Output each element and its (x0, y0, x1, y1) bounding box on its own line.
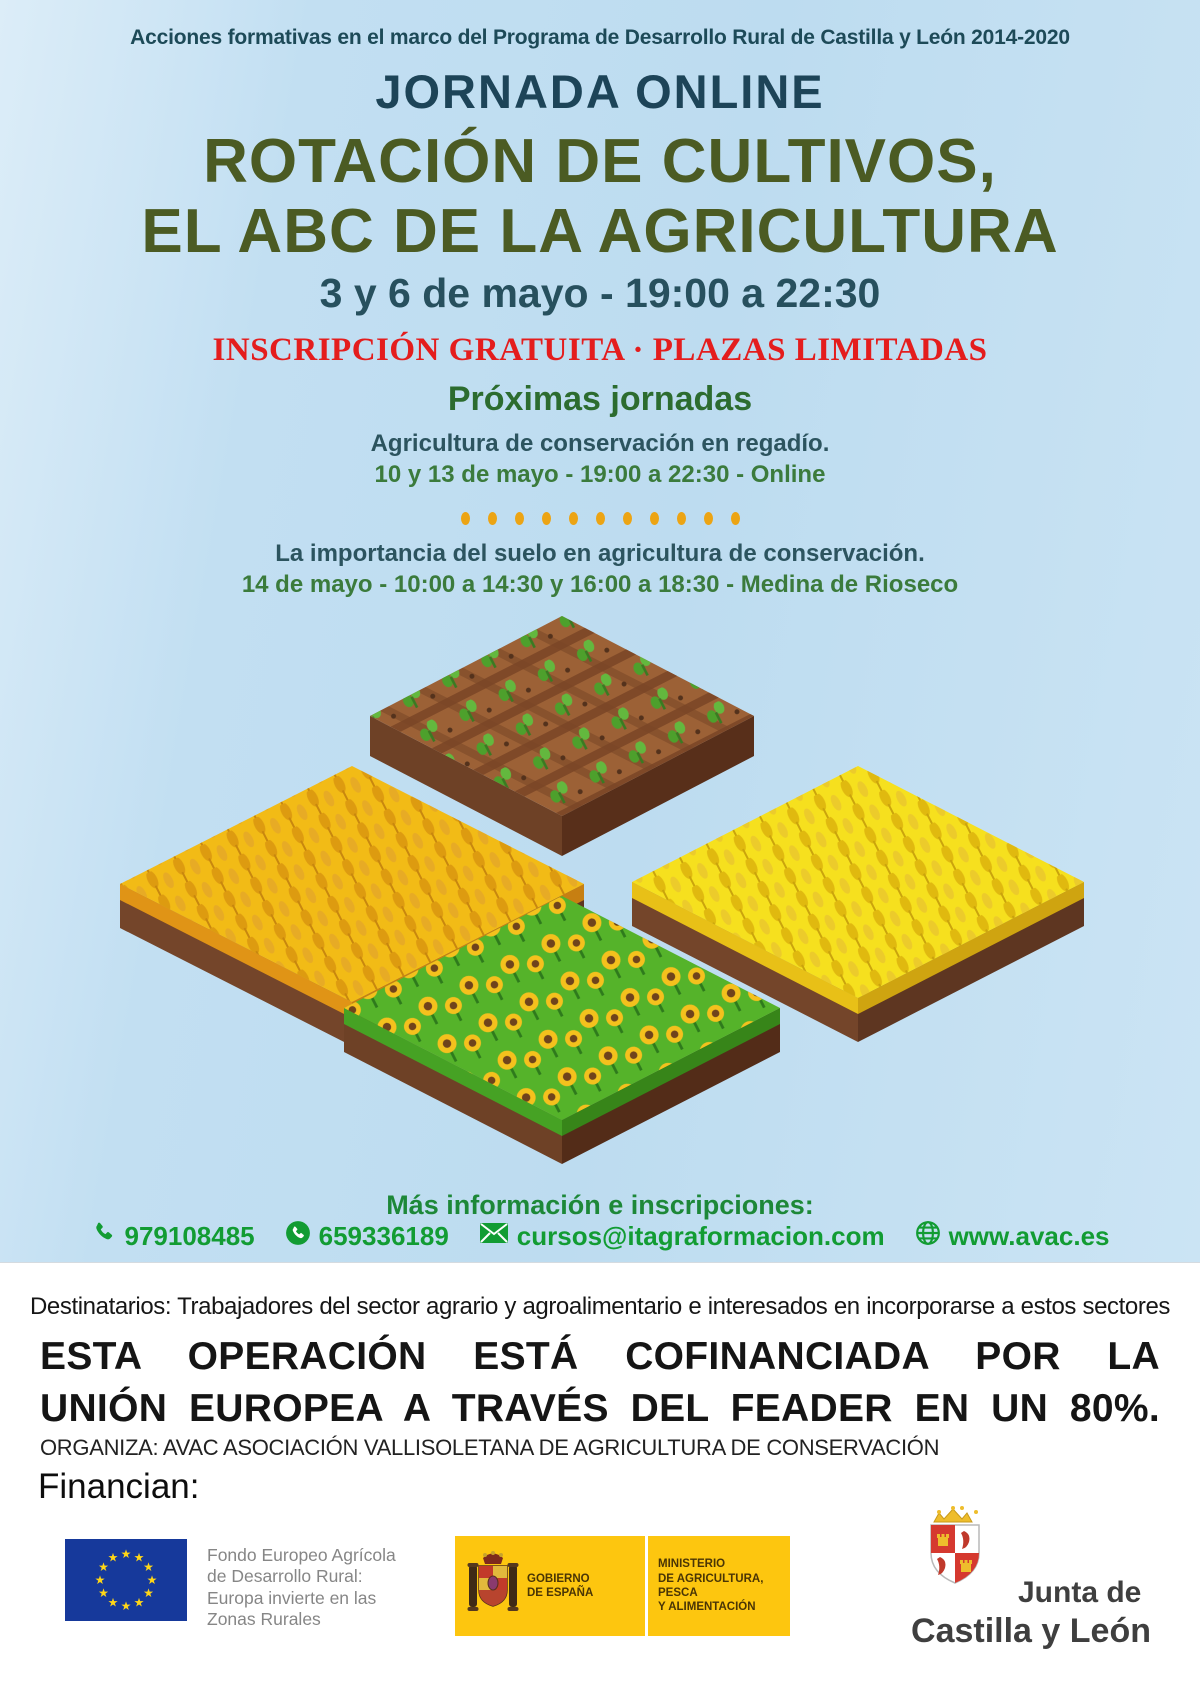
upcoming-1-schedule: 10 y 13 de mayo - 19:00 a 22:30 - Online (374, 461, 826, 488)
contact-email (479, 1221, 885, 1252)
contact-row (0, 1220, 1200, 1253)
ministerio-label (658, 1557, 790, 1615)
junta-shield-icon (922, 1506, 988, 1611)
contact-website (915, 1220, 1110, 1253)
svg-text:★: ★ (107, 1595, 119, 1610)
main-title-line2: EL ABC DE LA AGRICULTURA (141, 197, 1059, 266)
gobierno-espana-logo (455, 1536, 790, 1636)
svg-text:★: ★ (143, 1586, 154, 1600)
crop-rotation-illustration (0, 598, 1200, 1198)
eu-caption-line: Europa invierte en las (207, 1587, 377, 1608)
svg-text:★: ★ (98, 1586, 109, 1600)
email-address: cursos@itagraformacion.com (516, 1221, 885, 1251)
mobile-number: 659336189 (318, 1221, 449, 1251)
upcoming-header: Próximas jornadas (447, 380, 753, 418)
organiza-line: ORGANIZA: AVAC ASOCIACIÓN VALLISOLETANA DE AGRICULTURA DE CONSERVACIÓN (40, 1435, 940, 1460)
svg-text:★: ★ (94, 1573, 106, 1587)
phone-number: 979108485 (124, 1221, 255, 1251)
cofinance-line1: ESTA OPERACIÓN ESTÁ COFINANCIADA POR LA (40, 1335, 1160, 1378)
globe-icon (915, 1220, 941, 1253)
ministerio-line: DE AGRICULTURA, PESCA (658, 1572, 764, 1599)
eu-flag-logo (65, 1539, 187, 1621)
upcoming-1-title: Agricultura de conservación en regadío. (370, 430, 830, 457)
svg-text:★: ★ (146, 1573, 158, 1587)
whatsapp-icon (285, 1220, 311, 1253)
spain-coat-of-arms-icon (467, 1551, 519, 1622)
contact-mobile (285, 1220, 449, 1253)
ministerio-line: MINISTERIO (658, 1558, 726, 1571)
gobierno-line: GOBIERNO (527, 1572, 590, 1585)
cofinance-line2: UNIÓN EUROPEA A TRAVÉS DEL FEADER EN UN 80%. (40, 1387, 1160, 1430)
upcoming-2-schedule: 14 de mayo - 10:00 a 14:30 y 16:00 a 18:30 - Medina de Rioseco (241, 571, 959, 598)
main-title-line1: ROTACIÓN DE CULTIVOS, (203, 127, 997, 196)
junta-castilla-leon-logo (900, 1506, 1162, 1656)
gobierno-left-cell (455, 1551, 645, 1622)
upcoming-2-title: La importancia del suelo en agricultura de conservación. (275, 540, 925, 567)
svg-text:★: ★ (107, 1550, 119, 1565)
svg-text:★: ★ (120, 1599, 132, 1613)
svg-text:★: ★ (120, 1547, 132, 1561)
more-info-heading: Más información e inscripciones: (386, 1190, 814, 1220)
event-type-heading: JORNADA ONLINE (375, 65, 825, 118)
eu-fund-caption (207, 1545, 396, 1630)
gobierno-label (527, 1572, 593, 1601)
financian-heading: Financian: (38, 1467, 200, 1506)
event-dates: 3 y 6 de mayo - 19:00 a 22:30 (319, 270, 881, 316)
website-url: www.avac.es (948, 1221, 1110, 1251)
registration-line: INSCRIPCIÓN GRATUITA · PLAZAS LIMITADAS (212, 332, 988, 368)
envelope-icon (479, 1221, 509, 1252)
eu-caption-line: Zonas Rurales (207, 1609, 321, 1630)
ministerio-line: Y ALIMENTACIÓN (658, 1601, 756, 1614)
program-line: Acciones formativas en el marco del Programa de Desarrollo Rural de Castilla y León 2014-2020 (130, 26, 1070, 49)
svg-text:★: ★ (98, 1560, 109, 1574)
junta-name-line1: Junta de (1018, 1576, 1142, 1609)
poster-footer-section (0, 1262, 1200, 1697)
junta-name-line2: Castilla y León (911, 1612, 1151, 1650)
gobierno-line: DE ESPAÑA (527, 1587, 594, 1599)
ministerio-cell (648, 1557, 790, 1615)
eu-caption-line: de Desarrollo Rural: (207, 1566, 363, 1587)
orange-dots-separator (0, 512, 1200, 525)
contact-phone (91, 1220, 255, 1253)
svg-text:★: ★ (133, 1550, 145, 1565)
svg-text:★: ★ (133, 1595, 145, 1610)
phone-receiver-icon (91, 1220, 117, 1253)
eu-caption-line: Fondo Europeo Agrícola (207, 1545, 396, 1565)
destinatarios-line: Destinatarios: Trabajadores del sector agrario y agroalimentario e interesados en incorporarse a estos sectores (30, 1293, 1170, 1320)
svg-text:★: ★ (143, 1560, 154, 1574)
